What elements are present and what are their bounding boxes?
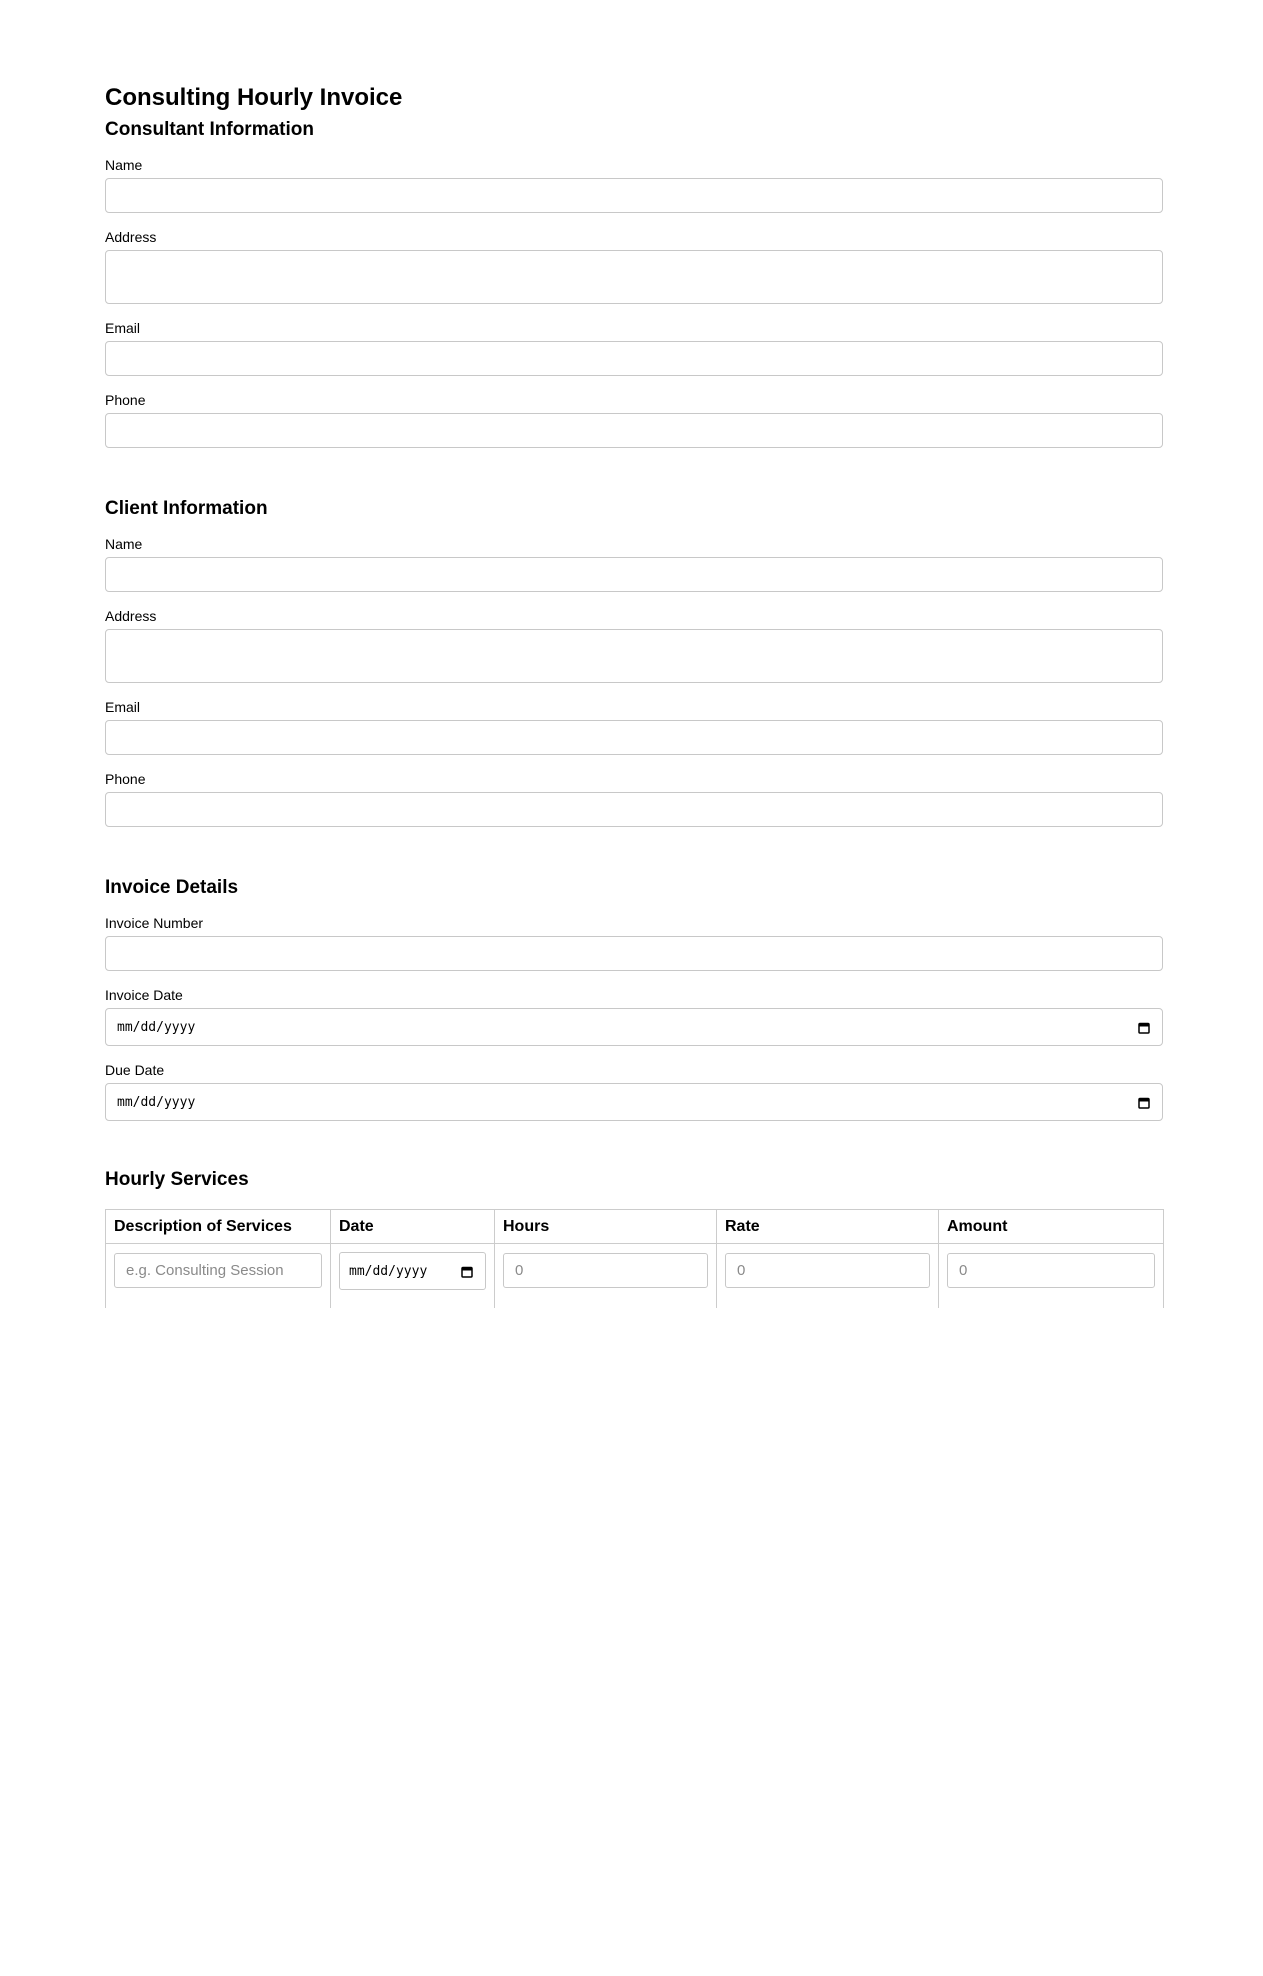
- consultant-email-label: Email: [105, 320, 141, 336]
- hours-cell: [495, 1244, 717, 1309]
- invoice-number-input[interactable]: [105, 936, 1163, 971]
- service-date-input[interactable]: [339, 1252, 486, 1290]
- invoice-date-placeholder: mm/dd/yyyy: [117, 1019, 196, 1035]
- page-title: Consulting Hourly Invoice: [105, 84, 403, 111]
- client-email-label: Email: [105, 699, 141, 715]
- service-date-placeholder: mm/dd/yyyy: [349, 1263, 428, 1279]
- calendar-icon[interactable]: [461, 1265, 473, 1277]
- description-input[interactable]: [114, 1253, 322, 1288]
- consultant-phone-input[interactable]: [105, 413, 1163, 448]
- consultant-email-input[interactable]: [105, 341, 1163, 376]
- column-header-rate: Rate: [717, 1210, 939, 1244]
- table-header-row: [106, 1210, 1164, 1244]
- consultant-phone-label: Phone: [105, 392, 146, 408]
- services-table: [105, 1209, 1164, 1308]
- column-header-amount: Amount: [939, 1210, 1164, 1244]
- rate-cell: [717, 1244, 939, 1309]
- table-row: [106, 1244, 1164, 1309]
- column-header-date: Date: [331, 1210, 495, 1244]
- due-date-label: Due Date: [105, 1062, 165, 1078]
- column-header-description: Description of Services: [106, 1210, 331, 1244]
- amount-cell: [939, 1244, 1164, 1309]
- consultant-address-label: Address: [105, 229, 157, 245]
- client-heading: Client Information: [105, 498, 268, 519]
- consultant-section: [105, 118, 1163, 448]
- consultant-address-input[interactable]: [105, 250, 1163, 304]
- amount-input[interactable]: [947, 1253, 1155, 1288]
- invoice-section: [105, 876, 1163, 1121]
- due-date-input[interactable]: [105, 1083, 1163, 1121]
- hours-input[interactable]: [503, 1253, 708, 1288]
- services-section: [105, 1168, 1163, 1308]
- client-name-input[interactable]: [105, 557, 1163, 592]
- due-date-placeholder: mm/dd/yyyy: [117, 1094, 196, 1110]
- client-address-label: Address: [105, 608, 157, 624]
- client-phone-input[interactable]: [105, 792, 1163, 827]
- invoice-heading: Invoice Details: [105, 877, 239, 898]
- rate-input[interactable]: [725, 1253, 930, 1288]
- calendar-icon[interactable]: [1138, 1096, 1150, 1108]
- client-section: [105, 497, 1163, 827]
- consultant-heading: Consultant Information: [105, 119, 314, 140]
- client-phone-label: Phone: [105, 771, 146, 787]
- client-name-label: Name: [105, 536, 143, 552]
- client-email-input[interactable]: [105, 720, 1163, 755]
- invoice-date-label: Invoice Date: [105, 987, 183, 1003]
- client-address-input[interactable]: [105, 629, 1163, 683]
- calendar-icon[interactable]: [1138, 1021, 1150, 1033]
- description-cell: [106, 1244, 331, 1309]
- invoice-form: [105, 80, 1163, 1308]
- date-cell: [331, 1244, 495, 1309]
- invoice-number-label: Invoice Number: [105, 915, 204, 931]
- column-header-hours: Hours: [495, 1210, 717, 1244]
- services-heading: Hourly Services: [105, 1169, 249, 1190]
- consultant-name-input[interactable]: [105, 178, 1163, 213]
- consultant-name-label: Name: [105, 157, 143, 173]
- invoice-date-input[interactable]: [105, 1008, 1163, 1046]
